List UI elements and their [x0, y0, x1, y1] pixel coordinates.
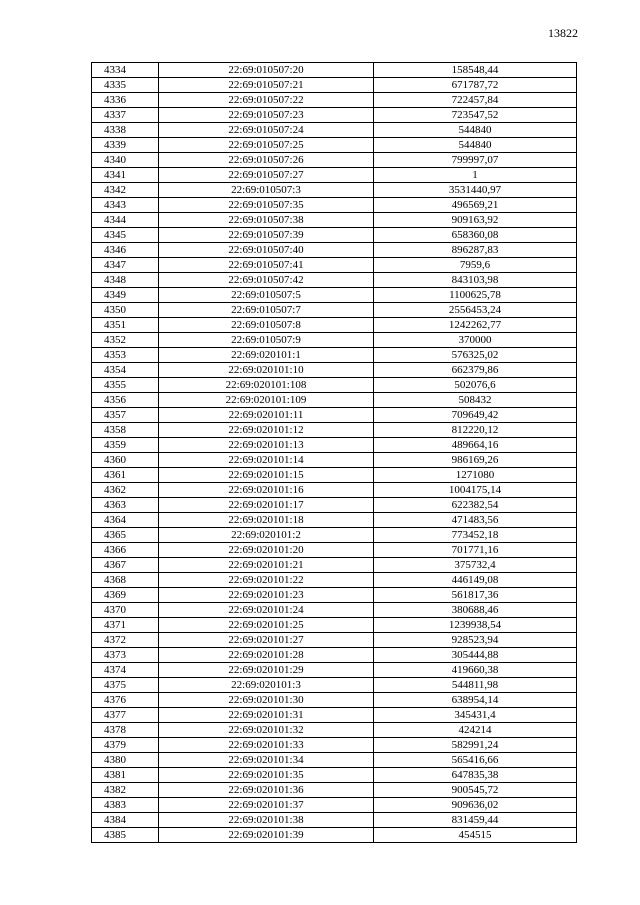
table-row: [92, 138, 577, 153]
table-body: [92, 63, 577, 843]
cadastral-number-cell: 22:69:010507:27: [159, 168, 374, 183]
row-number-cell: 4372: [92, 633, 159, 648]
cadastral-number-cell: 22:69:020101:36: [159, 783, 374, 798]
cadastral-number-cell: 22:69:020101:3: [159, 678, 374, 693]
cadastral-value-cell: 658360,08: [374, 228, 577, 243]
table-row: [92, 588, 577, 603]
cadastral-value-cell: 709649,42: [374, 408, 577, 423]
table-row: [92, 513, 577, 528]
row-number-cell: 4373: [92, 648, 159, 663]
row-number-cell: 4371: [92, 618, 159, 633]
row-number-cell: 4370: [92, 603, 159, 618]
table-row: [92, 468, 577, 483]
cadastral-number-cell: 22:69:020101:12: [159, 423, 374, 438]
table-row: [92, 213, 577, 228]
cadastral-number-cell: 22:69:020101:33: [159, 738, 374, 753]
table-row: [92, 153, 577, 168]
cadastral-value-cell: 7959,6: [374, 258, 577, 273]
cadastral-value-cell: 638954,14: [374, 693, 577, 708]
row-number-cell: 4360: [92, 453, 159, 468]
table-row: [92, 198, 577, 213]
cadastral-number-cell: 22:69:020101:1: [159, 348, 374, 363]
table-row: [92, 693, 577, 708]
table-row: [92, 93, 577, 108]
cadastral-value-cell: 662379,86: [374, 363, 577, 378]
cadastral-number-cell: 22:69:020101:108: [159, 378, 374, 393]
cadastral-number-cell: 22:69:010507:24: [159, 123, 374, 138]
table-row: [92, 663, 577, 678]
table-row: [92, 228, 577, 243]
row-number-cell: 4379: [92, 738, 159, 753]
cadastral-number-cell: 22:69:020101:28: [159, 648, 374, 663]
cadastral-number-cell: 22:69:020101:30: [159, 693, 374, 708]
row-number-cell: 4348: [92, 273, 159, 288]
table-row: [92, 798, 577, 813]
row-number-cell: 4369: [92, 588, 159, 603]
cadastral-number-cell: 22:69:020101:16: [159, 483, 374, 498]
row-number-cell: 4342: [92, 183, 159, 198]
cadastral-value-cell: 544840: [374, 138, 577, 153]
cadastral-value-cell: 508432: [374, 393, 577, 408]
table-row: [92, 708, 577, 723]
cadastral-value-cell: 471483,56: [374, 513, 577, 528]
cadastral-number-cell: 22:69:020101:14: [159, 453, 374, 468]
table-row: [92, 483, 577, 498]
cadastral-value-cell: 723547,52: [374, 108, 577, 123]
row-number-cell: 4352: [92, 333, 159, 348]
cadastral-number-cell: 22:69:020101:2: [159, 528, 374, 543]
cadastral-value-cell: 454515: [374, 828, 577, 843]
cadastral-number-cell: 22:69:020101:34: [159, 753, 374, 768]
table-row: [92, 723, 577, 738]
row-number-cell: 4349: [92, 288, 159, 303]
row-number-cell: 4355: [92, 378, 159, 393]
cadastral-number-cell: 22:69:020101:15: [159, 468, 374, 483]
cadastral-value-cell: 158548,44: [374, 63, 577, 78]
cadastral-value-cell: 544840: [374, 123, 577, 138]
cadastral-value-cell: 1004175,14: [374, 483, 577, 498]
row-number-cell: 4357: [92, 408, 159, 423]
cadastral-value-cell: 424214: [374, 723, 577, 738]
row-number-cell: 4381: [92, 768, 159, 783]
cadastral-number-cell: 22:69:010507:22: [159, 93, 374, 108]
cadastral-value-cell: 900545,72: [374, 783, 577, 798]
table-row: [92, 363, 577, 378]
row-number-cell: 4338: [92, 123, 159, 138]
cadastral-number-cell: 22:69:010507:21: [159, 78, 374, 93]
table-row: [92, 348, 577, 363]
row-number-cell: 4367: [92, 558, 159, 573]
row-number-cell: 4359: [92, 438, 159, 453]
cadastral-value-cell: 1239938,54: [374, 618, 577, 633]
table-row: [92, 183, 577, 198]
cadastral-number-cell: 22:69:010507:9: [159, 333, 374, 348]
cadastral-number-cell: 22:69:010507:42: [159, 273, 374, 288]
row-number-cell: 4354: [92, 363, 159, 378]
table-row: [92, 543, 577, 558]
cadastral-value-cell: 647835,38: [374, 768, 577, 783]
cadastral-number-cell: 22:69:020101:13: [159, 438, 374, 453]
table-row: [92, 783, 577, 798]
row-number-cell: 4347: [92, 258, 159, 273]
table-row: [92, 528, 577, 543]
row-number-cell: 4356: [92, 393, 159, 408]
table-row: [92, 393, 577, 408]
cadastral-value-cell: 375732,4: [374, 558, 577, 573]
row-number-cell: 4362: [92, 483, 159, 498]
cadastral-number-cell: 22:69:010507:3: [159, 183, 374, 198]
table-row: [92, 498, 577, 513]
cadastral-value-cell: 701771,16: [374, 543, 577, 558]
cadastral-value-cell: 305444,88: [374, 648, 577, 663]
table-row: [92, 648, 577, 663]
cadastral-value-cell: 576325,02: [374, 348, 577, 363]
cadastral-number-cell: 22:69:010507:35: [159, 198, 374, 213]
cadastral-value-cell: 1242262,77: [374, 318, 577, 333]
table-row: [92, 603, 577, 618]
table-row: [92, 813, 577, 828]
row-number-cell: 4346: [92, 243, 159, 258]
cadastral-value-cell: 986169,26: [374, 453, 577, 468]
cadastral-number-cell: 22:69:010507:26: [159, 153, 374, 168]
row-number-cell: 4376: [92, 693, 159, 708]
row-number-cell: 4383: [92, 798, 159, 813]
cadastral-value-cell: 370000: [374, 333, 577, 348]
cadastral-value-cell: 380688,46: [374, 603, 577, 618]
page-number: 13822: [548, 26, 578, 40]
row-number-cell: 4377: [92, 708, 159, 723]
table-row: [92, 318, 577, 333]
table-row: [92, 558, 577, 573]
cadastral-number-cell: 22:69:010507:39: [159, 228, 374, 243]
row-number-cell: 4334: [92, 63, 159, 78]
cadastral-number-cell: 22:69:020101:25: [159, 618, 374, 633]
row-number-cell: 4382: [92, 783, 159, 798]
cadastral-number-cell: 22:69:010507:8: [159, 318, 374, 333]
cadastral-number-cell: 22:69:010507:40: [159, 243, 374, 258]
cadastral-number-cell: 22:69:020101:10: [159, 363, 374, 378]
table-row: [92, 273, 577, 288]
cadastral-value-cell: 843103,98: [374, 273, 577, 288]
cadastral-number-cell: 22:69:020101:17: [159, 498, 374, 513]
table-row: [92, 438, 577, 453]
row-number-cell: 4385: [92, 828, 159, 843]
table-row: [92, 303, 577, 318]
row-number-cell: 4358: [92, 423, 159, 438]
cadastral-value-cell: 1: [374, 168, 577, 183]
cadastral-number-cell: 22:69:020101:109: [159, 393, 374, 408]
cadastral-number-cell: 22:69:010507:5: [159, 288, 374, 303]
cadastral-value-cell: 799997,07: [374, 153, 577, 168]
cadastral-number-cell: 22:69:020101:35: [159, 768, 374, 783]
cadastral-value-cell: 561817,36: [374, 588, 577, 603]
row-number-cell: 4363: [92, 498, 159, 513]
row-number-cell: 4337: [92, 108, 159, 123]
cadastral-number-cell: 22:69:020101:23: [159, 588, 374, 603]
row-number-cell: 4345: [92, 228, 159, 243]
row-number-cell: 4380: [92, 753, 159, 768]
cadastral-number-cell: 22:69:020101:24: [159, 603, 374, 618]
cadastral-number-cell: 22:69:010507:23: [159, 108, 374, 123]
table-row: [92, 288, 577, 303]
cadastral-value-cell: 909636,02: [374, 798, 577, 813]
cadastral-number-cell: 22:69:020101:32: [159, 723, 374, 738]
cadastral-value-cell: 622382,54: [374, 498, 577, 513]
row-number-cell: 4384: [92, 813, 159, 828]
cadastral-number-cell: 22:69:020101:11: [159, 408, 374, 423]
table-row: [92, 738, 577, 753]
row-number-cell: 4339: [92, 138, 159, 153]
cadastral-number-cell: 22:69:010507:38: [159, 213, 374, 228]
row-number-cell: 4351: [92, 318, 159, 333]
cadastral-value-cell: 544811,98: [374, 678, 577, 693]
cadastral-value-cell: 812220,12: [374, 423, 577, 438]
row-number-cell: 4343: [92, 198, 159, 213]
cadastral-value-cell: 419660,38: [374, 663, 577, 678]
cadastral-number-cell: 22:69:010507:25: [159, 138, 374, 153]
cadastral-value-cell: 671787,72: [374, 78, 577, 93]
cadastral-value-cell: 773452,18: [374, 528, 577, 543]
cadastral-value-table: [91, 62, 577, 843]
cadastral-value-cell: 446149,08: [374, 573, 577, 588]
table-row: [92, 828, 577, 843]
table-row: [92, 63, 577, 78]
table-row: [92, 78, 577, 93]
cadastral-value-cell: 489664,16: [374, 438, 577, 453]
table-row: [92, 333, 577, 348]
cadastral-value-cell: 896287,83: [374, 243, 577, 258]
cadastral-value-cell: 582991,24: [374, 738, 577, 753]
cadastral-value-cell: 496569,21: [374, 198, 577, 213]
row-number-cell: 4361: [92, 468, 159, 483]
cadastral-number-cell: 22:69:010507:20: [159, 63, 374, 78]
table-row: [92, 618, 577, 633]
table-row: [92, 408, 577, 423]
cadastral-number-cell: 22:69:020101:37: [159, 798, 374, 813]
cadastral-value-cell: 909163,92: [374, 213, 577, 228]
row-number-cell: 4353: [92, 348, 159, 363]
cadastral-value-cell: 565416,66: [374, 753, 577, 768]
table-row: [92, 768, 577, 783]
table-row: [92, 243, 577, 258]
cadastral-value-cell: 722457,84: [374, 93, 577, 108]
table-row: [92, 678, 577, 693]
cadastral-value-cell: 345431,4: [374, 708, 577, 723]
table-row: [92, 573, 577, 588]
table-row: [92, 258, 577, 273]
row-number-cell: 4368: [92, 573, 159, 588]
cadastral-value-cell: 928523,94: [374, 633, 577, 648]
row-number-cell: 4340: [92, 153, 159, 168]
cadastral-number-cell: 22:69:020101:20: [159, 543, 374, 558]
row-number-cell: 4364: [92, 513, 159, 528]
cadastral-value-cell: 1271080: [374, 468, 577, 483]
cadastral-value-cell: 831459,44: [374, 813, 577, 828]
table-row: [92, 753, 577, 768]
cadastral-value-cell: 1100625,78: [374, 288, 577, 303]
cadastral-number-cell: 22:69:020101:27: [159, 633, 374, 648]
cadastral-number-cell: 22:69:020101:22: [159, 573, 374, 588]
row-number-cell: 4366: [92, 543, 159, 558]
row-number-cell: 4375: [92, 678, 159, 693]
cadastral-number-cell: 22:69:020101:39: [159, 828, 374, 843]
cadastral-number-cell: 22:69:020101:29: [159, 663, 374, 678]
table-row: [92, 423, 577, 438]
row-number-cell: 4341: [92, 168, 159, 183]
cadastral-number-cell: 22:69:010507:41: [159, 258, 374, 273]
row-number-cell: 4374: [92, 663, 159, 678]
table-row: [92, 633, 577, 648]
row-number-cell: 4336: [92, 93, 159, 108]
table-row: [92, 168, 577, 183]
row-number-cell: 4350: [92, 303, 159, 318]
cadastral-value-cell: 502076,6: [374, 378, 577, 393]
row-number-cell: 4344: [92, 213, 159, 228]
cadastral-value-cell: 2556453,24: [374, 303, 577, 318]
row-number-cell: 4335: [92, 78, 159, 93]
cadastral-number-cell: 22:69:020101:18: [159, 513, 374, 528]
table-row: [92, 108, 577, 123]
cadastral-number-cell: 22:69:020101:21: [159, 558, 374, 573]
cadastral-number-cell: 22:69:020101:31: [159, 708, 374, 723]
row-number-cell: 4378: [92, 723, 159, 738]
cadastral-number-cell: 22:69:020101:38: [159, 813, 374, 828]
cadastral-number-cell: 22:69:010507:7: [159, 303, 374, 318]
table-row: [92, 378, 577, 393]
table-row: [92, 123, 577, 138]
table-row: [92, 453, 577, 468]
cadastral-value-cell: 3531440,97: [374, 183, 577, 198]
row-number-cell: 4365: [92, 528, 159, 543]
